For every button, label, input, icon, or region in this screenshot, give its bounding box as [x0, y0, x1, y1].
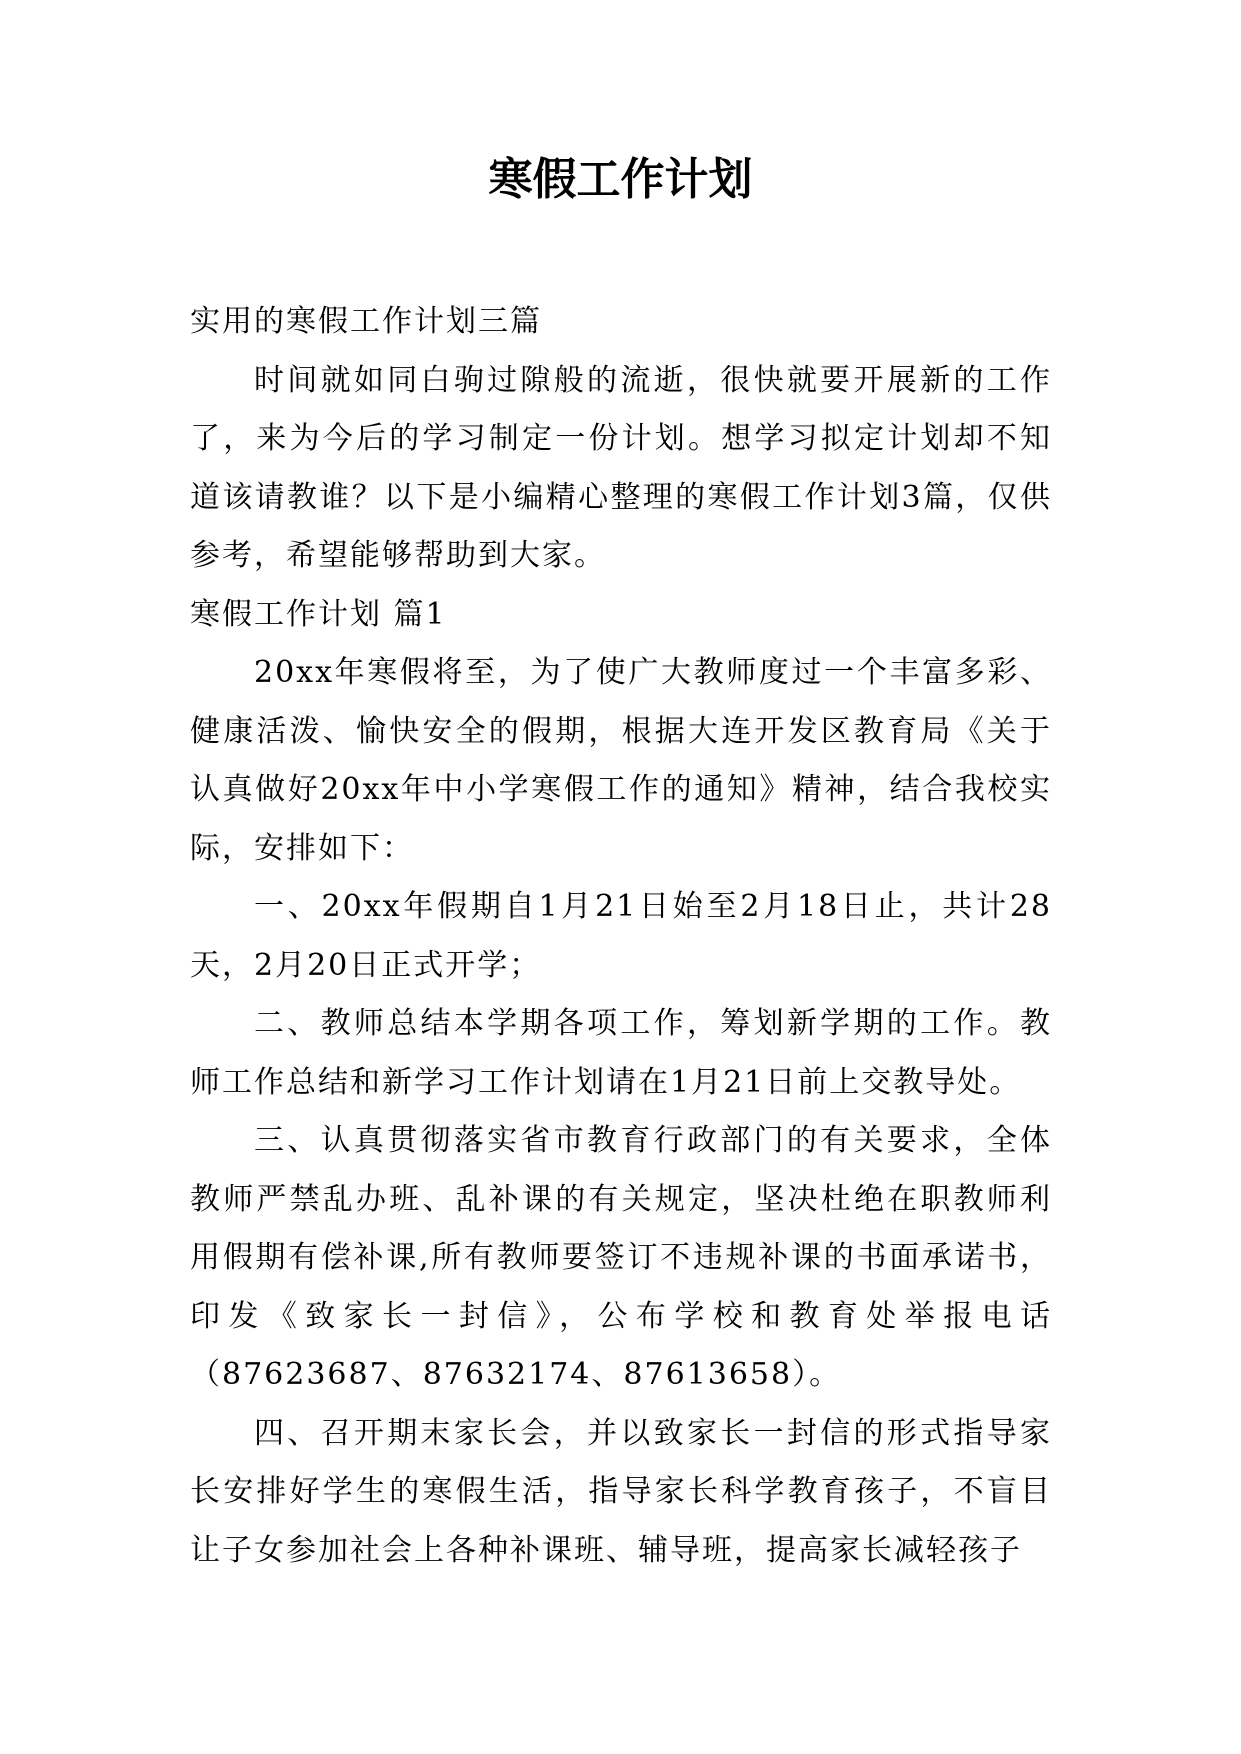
section-paragraph: 20xx年寒假将至，为了使广大教师度过一个丰富多彩、健康活泼、愉快安全的假期，根据大连开发区教育局《关于认真做好20xx年中小学寒假工作的通知》精神，结合我校实际，安排如下：	[190, 655, 1052, 866]
document-title: 寒假工作计划	[488, 154, 753, 205]
section-paragraph: 四、召开期末家长会，并以致家长一封信的形式指导家长安排好学生的寒假生活，指导家长科学教育孩子，不盲目让子女参加社会上各种补课班、辅导班，提高家长减轻孩子	[190, 1415, 1052, 1568]
section-paragraph: 三、认真贯彻落实省市教育行政部门的有关要求，全体教师严禁乱办班、乱补课的有关规定，坚决杜绝在职教师利用假期有偿补课,所有教师要签订不违规补课的书面承诺书，印发《致家长一封信》，公布学校和教育处举报电话（87623687、87632174、87613658）。	[190, 1123, 1052, 1392]
section-paragraph: 二、教师总结本学期各项工作，筹划新学期的工作。教师工作总结和新学习工作计划请在1月21日前上交教导处。	[190, 1006, 1052, 1100]
section-paragraph: 一、20xx年假期自1月21日始至2月18日止，共计28天，2月20日正式开学；	[190, 889, 1052, 983]
document-subtitle: 实用的寒假工作计划三篇	[190, 304, 542, 339]
document-body	[190, 293, 1052, 1580]
intro-paragraph: 时间就如同白驹过隙般的流逝，很快就要开展新的工作了，来为今后的学习制定一份计划。想学习拟定计划却不知道该请教谁？以下是小编精心整理的寒假工作计划3篇，仅供参考，希望能够帮助到大家。	[190, 362, 1052, 573]
section-heading: 寒假工作计划 篇1	[190, 596, 447, 632]
